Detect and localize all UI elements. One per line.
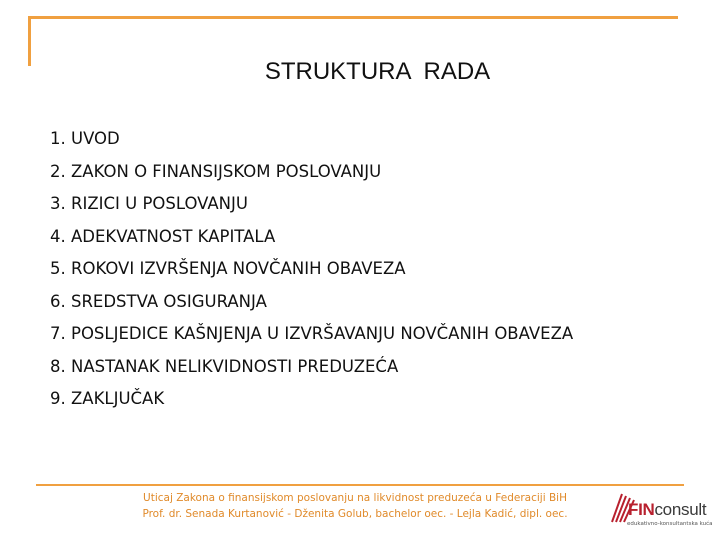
footer-rule <box>36 484 684 486</box>
frame-top-border <box>28 16 678 19</box>
outline-item: 5. ROKOVI IZVRŠENJA NOVČANIH OBAVEZA <box>50 259 406 278</box>
finconsult-logo <box>608 490 716 534</box>
outline-item: 4. ADEKVATNOST KAPITALA <box>50 226 276 246</box>
outline-list <box>50 123 573 416</box>
outline-item: 2. ZAKON O FINANSIJSKOM POSLOVANJU <box>50 161 382 181</box>
outline-item: 1. UVOD <box>50 129 120 148</box>
footer-line-authors: Prof. dr. Senada Kurtanović - Dženita Golub, bachelor oec. - Lejla Kadić, dipl. oec. <box>142 508 568 520</box>
footer-line-title: Uticaj Zakona o finansijskom poslovanju na likvidnost preduzeća u Federaciji BiH <box>143 492 567 504</box>
logo-wordmark <box>628 500 706 520</box>
outline-item: 9. ZAKLJUČAK <box>50 389 165 408</box>
outline-item: 7. POSLJEDICE KAŠNJENJA U IZVRŠAVANJU NOVČANIH OBAVEZA <box>50 324 574 343</box>
logo-consult: consult <box>654 500 707 519</box>
outline-item: 3. RIZICI U POSLOVANJU <box>50 194 248 213</box>
logo-tagline: edukativno-konsultantska kuća <box>627 521 713 527</box>
slide-title: STRUKTURA RADA <box>264 58 491 85</box>
footer-caption <box>100 490 610 522</box>
outline-item: 6. SREDSTVA OSIGURANJA <box>50 291 267 311</box>
logo-fin: FIN <box>628 500 655 519</box>
outline-item: 8. NASTANAK NELIKVIDNOSTI PREDUZEĆA <box>50 356 399 376</box>
